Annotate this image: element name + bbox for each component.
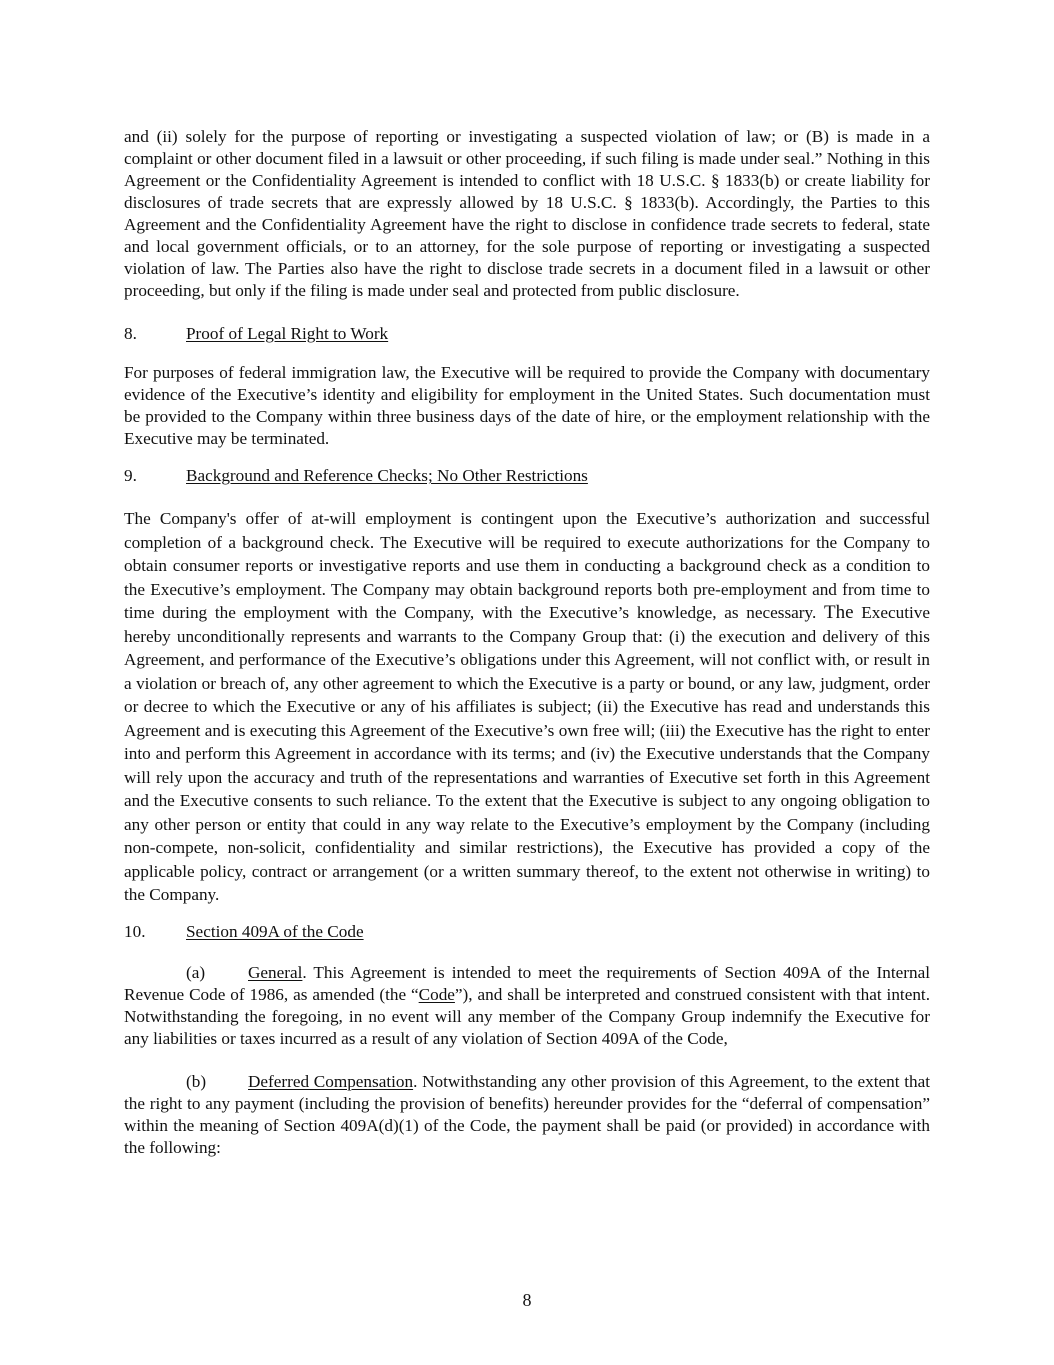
page-number: 8 (522, 1290, 532, 1310)
subsection-b-heading: Deferred Compensation (248, 1071, 414, 1091)
subsection-b-label: (b) (186, 1071, 207, 1091)
section-10-number: 10. (124, 921, 146, 941)
section-8-paragraph: For purposes of federal immigration law, the Executive will be required to provide the Company with documentary evidence of the Executive’s identity and eligibility for employment in the United States. Such documentation must be provided to the Company within three business days of the date of hire, or the employment relationship with the Executive may be terminated. (124, 363, 930, 448)
document-page (124, 126, 930, 1159)
subsection-a-text-2: ”), and shall be interpreted and construed consistent with that intent. Notwithstanding the foregoing, in no event will any member of the Company Group indemnify the Executive for any liabilities or taxes incurred as a result of any violation of Section 409A of the Code, (124, 984, 930, 1048)
section-10-heading (124, 921, 930, 943)
subsection-a-heading: General (248, 962, 303, 982)
section-10-subsection-a (124, 962, 930, 1050)
code-defined-term: Code (418, 984, 455, 1004)
section-8-title: Proof of Legal Right to Work (186, 324, 389, 343)
subsection-b-text: . Notwithstanding any other provision of this Agreement, to the extent that the right to any payment (including the provision of benefits) hereunder provides for the “deferral of compensation” within the meaning of Section 409A(d)(1) of the Code, the payment shall be paid (or provided) in accordance with the following: (124, 1071, 930, 1157)
section-9-text-part-2: Executive hereby unconditionally represents and warrants to the Company Group that: (i) the execution and delivery of this Agreement, and performance of the Executive’s obligations under this Agreement, will not conflict with, or result in a violation or breach of, any other agreement to which the Executive is a party or bound, or any law, judgment, order or decree to which the Executive or any of his affiliates is subject; (ii) the Executive has read and understands this Agreement and is executing this Agreement of the Executive’s own free will; (iii) the Executive has the right to enter into and perform this Agreement in accordance with its terms; and (iv) the Executive understands that the Company will rely upon the accuracy and truth of the representations and warranties of Executive set forth in this Agreement and the Executive consents to such reliance. To the extent that the Executive is subject to any ongoing obligation to any other person or entity that could in any way relate to the Executive’s employment by the Company (including non-compete, non-solicit, confidentiality and similar restrictions), the Executive has provided a copy of the applicable policy, contract or arrangement (or a written summary thereof, to the extent not otherwise in writing) to the Company. (124, 603, 930, 904)
section-9-number: 9. (124, 466, 137, 485)
section-8-number: 8. (124, 324, 137, 343)
section-9-text-the: The (824, 602, 854, 623)
section-7-continuation-paragraph: and (ii) solely for the purpose of reporting or investigating a suspected violation of law; or (B) is made in a complaint or other document filed in a lawsuit or other proceeding, if such filing is made under seal.” Nothing in this Agreement or the Confidentiality Agreement is intended to conflict with 18 U.S.C. § 1833(b) or create liability for disclosures of trade secrets that are expressly allowed by 18 U.S.C. § 1833(b). Accordingly, the Parties to this Agreement and the Confidentiality Agreement have the right to disclose in confidence trade secrets to federal, state and local government officials, or to an attorney, for the sole purpose of reporting or investigating a suspected violation of law. The Parties also have the right to disclose trade secrets in a document filed in a lawsuit or other proceeding, but only if the filing is made under seal and protected from public disclosure. (124, 127, 930, 300)
section-10-subsection-b (124, 1071, 930, 1159)
section-9-heading (124, 465, 930, 487)
section-9-text-part-1: The Company's offer of at-will employment is contingent upon the Executive’s authorization and successful completion of a background check. The Executive will be required to execute authorizations for the Company to obtain consumer reports or investigative reports and use them in conducting a background check as a condition to the Executive’s employment. The Company may obtain background reports both pre-employment and from time to time during the employment with the Company, with the Executive’s knowledge, as necessary. (124, 509, 930, 622)
section-9-title: Background and Reference Checks; No Other Restrictions (186, 466, 588, 485)
section-9-paragraph (124, 507, 930, 907)
section-10-title: Section 409A of the Code (186, 921, 364, 941)
subsection-a-text-1: . This Agreement is intended to meet the requirements of Section 409A of the Internal Revenue Code of 1986, as amended (the “ (124, 962, 930, 1004)
subsection-a-label: (a) (186, 962, 206, 982)
section-8-heading (124, 323, 930, 345)
